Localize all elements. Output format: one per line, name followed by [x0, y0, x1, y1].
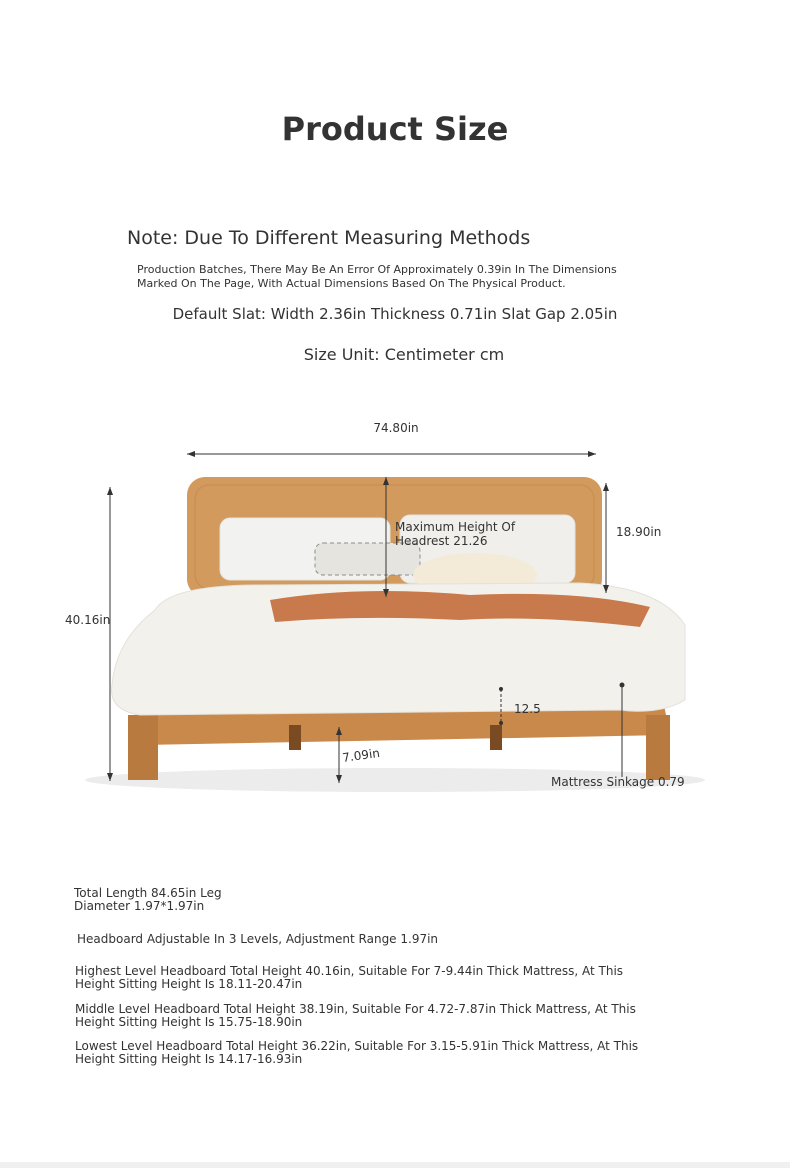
sinkage-dot: [620, 683, 625, 688]
width-arrow-head-left: [187, 451, 195, 457]
bottom-divider: [0, 1162, 790, 1168]
total-height-label: 40.16in: [65, 613, 111, 627]
spec-lowest-level: Lowest Level Headboard Total Height 36.22in, Suitable For 3.15-5.91in Thick Mattress, At This Height Sitting Height Is 14.17-16.93in: [75, 1039, 639, 1066]
total-height-arrow-head-top: [107, 487, 113, 495]
slat-spec: Default Slat: Width 2.36in Thickness 0.71in Slat Gap 2.05in: [172, 305, 618, 323]
headrest-label-line1: Maximum Height Of: [395, 520, 516, 534]
front-leg-right: [646, 715, 670, 780]
note-body: Production Batches, There May Be An Error Of Approximately 0.39in In The Dimensions Marked On The Page, With Actual Dimensions Based On The Physical Product.: [137, 263, 617, 290]
spec-adjustable: Headboard Adjustable In 3 Levels, Adjustment Range 1.97in: [77, 932, 439, 946]
sinkage-label: Mattress Sinkage 0.79: [551, 775, 685, 789]
front-leg-left: [128, 715, 158, 780]
width-arrow-head-right: [588, 451, 596, 457]
page-title: Product Size: [281, 110, 509, 148]
leg-height-label: 7.09in: [341, 745, 381, 765]
spec-middle-level: Middle Level Headboard Total Height 38.19in, Suitable For 4.72-7.87in Thick Mattress, At This Height Sitting Height Is 15.75-18.90in: [75, 1002, 636, 1029]
headboard-arrow-head-top: [603, 483, 609, 491]
headrest-label-line2: Headrest 21.26: [395, 534, 488, 548]
frame-gap-label: 12.5: [514, 702, 541, 716]
note-heading: Note: Due To Different Measuring Methods: [127, 227, 531, 249]
rear-leg-right: [490, 725, 502, 750]
width-label: 74.80in: [373, 421, 419, 435]
frame-gap-dot-top: [499, 687, 503, 691]
spec-total-length: Total Length 84.65in Leg Diameter 1.97*1.97in: [74, 886, 222, 913]
frame-gap-dot-bottom: [499, 721, 503, 725]
size-unit: Size Unit: Centimeter cm: [303, 345, 505, 364]
headboard-height-label: 18.90in: [616, 525, 662, 539]
bed-dimension-figure: [60, 415, 730, 805]
rear-leg-left: [289, 725, 301, 750]
spec-highest-level: Highest Level Headboard Total Height 40.16in, Suitable For 7-9.44in Thick Mattress, At This Height Sitting Height Is 18.11-20.47in: [75, 964, 624, 991]
